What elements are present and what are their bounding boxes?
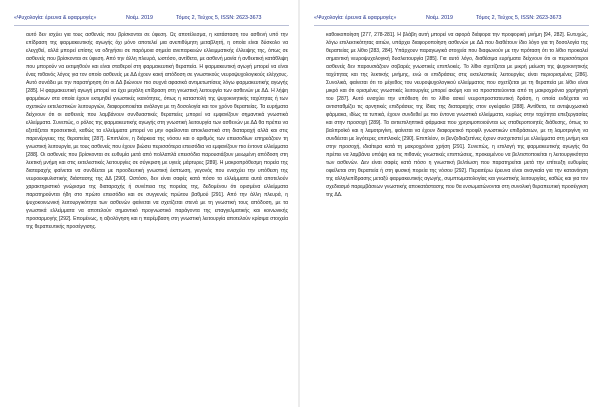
page-header (14, 15, 289, 24)
issue-date: Νοέμ. 2019 (126, 15, 153, 21)
volume-issn: Τόμος 2, Τεύχος 5, ISSN: 2623-3673 (476, 15, 562, 21)
body-text (26, 31, 288, 231)
page-gutter (298, 0, 300, 407)
journal-title: «Ψυχολογία: έρευνα & εφαρμογές» (314, 15, 397, 21)
header-divider (314, 25, 589, 26)
right-page (304, 0, 595, 407)
issue-date: Νοέμ. 2019 (426, 15, 453, 21)
volume-issn: Τόμος 2, Τεύχος 5, ISSN: 2623-3673 (176, 15, 262, 21)
left-page (4, 0, 295, 407)
paragraph: καθοικοποίηση [277, 278-281]. Η βλάβη αυτή μπορεί να αφορά διάφορα την προφορική μνήμη [94, 282]. Ευτυχώς, λόγω επιλεκτικότητας αιτιών, υπάρχει διαφοροποίηση ασθενών με ΔΔ που διαθέτουν ίδιο λόγο για τη δοσολογία της θεραπείας με λίθιο [283, 284]. Υπάρχουν παραγωγικά στοιχεία που διαφωνούν με την πρόταση ότι το λίθιο προκαλεί σημαντική νευροψυχολογική δυσλειτουργία [285]. Για αυτό λόγο, διαθέσιμα ευρήματα δείχνουν ότι οι περισσότεροι ασθενείς δεν παρουσιάζουν σοβαρές γνωστικές επιπλοκές. Το λίθιο σχετίζεται με μικρή μείωση της ψυχοκινητικής ταχύτητας και της λεκτικής μνήμης, ενώ οι επιδράσεις στις εκτελεστικές λειτουργίες είναι περιορισμένες [286]. Συνολικά, φαίνεται ότι το μέγεθος του νευροψυχολογικού ελλείμματος που σχετίζεται με τη θεραπεία με λίθιο είναι μικρό και ότι ορισμένες γνωστικές λειτουργίες μπορεί ακόμη και να προστατεύονται από τη μακροχρόνια χορήγησή του [287]. Αυτό ενισχύει την υπόθεση ότι το λίθιο ασκεί νευροπροστατευτική δράση, η οποία ενδέχεται να αντισταθμίζει τις αρνητικές επιδράσεις της ίδιας της διαταραχής στον εγκέφαλο [288]. Αντίθετα, τα αντιψυχωσικά φάρμακα, ιδίως τα τυπικά, έχουν συνδεθεί με πιο έντονα γνωστικά ελλείμματα, κυρίως στην ταχύτητα επεξεργασίας και στην προσοχή [289]. Τα αντιεπιληπτικά φάρμακα που χρησιμοποιούνται ως σταθεροποιητές διάθεσης, όπως το βαλπροϊκό και η λαμοτριγίνη, φαίνεται να έχουν διαφορετικό προφίλ γνωστικών επιδράσεων, με τη λαμοτριγίνη να συνδέεται με λιγότερες επιπλοκές [290]. Επιπλέον, οι βενζοδιαζεπίνες έχουν συσχετιστεί με ελλείμματα στη μνήμη και στην προσοχή, ιδιαίτερα κατά τη μακροχρόνια χρήση [291]. Συνεπώς, η επιλογή της φαρμακευτικής αγωγής θα πρέπει να λαμβάνει υπόψη και τις πιθανές γνωστικές επιπτώσεις, προκειμένου να βελτιστοποιείται η λειτουργικότητα των ασθενών. Δεν είναι σαφές κατά πόσο η γνωστική βελτίωση που παρατηρείται μετά την επίτευξη ευθυμίας οφείλεται στη θεραπεία ή στη φυσική πορεία της νόσου [292]. Περαιτέρω έρευνα είναι αναγκαία για την κατανόηση της αλληλεπίδρασης μεταξύ φαρμακευτικής αγωγής, συμπτωματολογίας και γνωστικής λειτουργίας, καθώς και για τον σχεδιασμό παρεμβάσεων γνωστικής αποκατάστασης που θα ενσωματώνονται στη συνολική θεραπευτική προσέγγιση της ΔΔ. (326, 32, 588, 199)
paragraph: αυτό δεν ισχύει για τους ασθενείς που βρίσκονται σε ύφεση. Ως αποτέλεσμα, η κατάσταση του ασθενή υπό την επίδραση της φαρμακευτικής αγωγής όχι μόνο αποτελεί μια ανεπιθύμητη μεταβλητή, η οποία είναι δύσκολο να ελεγχθεί, αλλά μπορεί επίσης να οδηγήσει σε παρόμοια σημεία ανεπαρκειών ελλειμματικής έλλειψης της, όπως σε ασθενείς που βρίσκονται σε ύφεση. Από την άλλη πλευρά, ωστόσο, αντίθετα, με ασθενή μανία ή ανθεκτική κατάθλιψη που μπορούν να εκτιμηθούν και είναι σταθεροί στη φαρμακευτική θεραπεία. Η φαρμακευτική αγωγή μπορεί να είναι ένας πιθανός λόγος για τον οποίο ασθενείς με ΔΔ έχουν κακή απόδοση σε γνωστικούς νευροψυχολογικούς ελέγχους. Αυτό συνάδει με την παρατήρηση ότι οι ΔΔ βιώνουν πιο συχνά αφασικά αντιμετωπίσεις λόγω φαρμακευτικής αγωγής [285]. Η φαρμακευτική αγωγή μπορεί να έχει μεγάλη επίδραση στη γνωστική λειτουργία των ασθενών με ΔΔ. Η λήψη φαρμάκων στα οποία έχουν εκτιμηθεί γνωστικές ικανότητες, όπως η καταστολή της ψυχοκινητικής ταχύτητας ή των σχετικών εκτελεστικών λειτουργιών, διαφοροποιείται ανάλογα με τη δοσολογία και τον χρόνο θεραπείας. Τα ευρήματα δείχνουν ότι οι ασθενείς που λαμβάνουν συνδυαστικές θεραπείες μπορεί να εμφανίζουν σημαντικά γνωστικά ελλείμματα. Συνεπώς, ο ρόλος της φαρμακευτικής αγωγής στη γνωστική λειτουργία των ασθενών με ΔΔ θα πρέπει να εξετάζεται προσεκτικά, καθώς τα ελλείμματα μπορεί να μην οφείλονται αποκλειστικά στη διαταραχή αλλά και στις παρενέργειες της θεραπείας [287]. Επιπλέον, η διάρκεια της νόσου και ο αριθμός των επεισοδίων επηρεάζουν τη γνωστική λειτουργία, με τους ασθενείς που έχουν βιώσει περισσότερα επεισόδια να εμφανίζουν πιο έντονα ελλείμματα [288]. Οι ασθενείς που βρίσκονται σε ευθυμία μετά από πολλαπλά επεισόδια παρουσιάζουν μειωμένη απόδοση στη λεκτική μνήμη και στις εκτελεστικές λειτουργίες σε σύγκριση με υγιείς μάρτυρες [289]. Η μακροπρόθεσμη πορεία της διαταραχής φαίνεται να συνδέεται με προοδευτική γνωστική έκπτωση, γεγονός που ενισχύει την υπόθεση της νευροεκφυλιστικής διάστασης της ΔΔ [290]. Ωστόσο, δεν είναι σαφές κατά πόσο τα ελλείμματα αυτά αποτελούν χαρακτηριστικό γνώρισμα της διαταραχής ή συνέπεια της πορείας της, δεδομένου ότι ορισμένα ελλείμματα παρατηρούνται ήδη στο πρώτο επεισόδιο και σε συγγενείς πρώτου βαθμού [291]. Από την άλλη πλευρά, η ψυχοκοινωνική λειτουργικότητα των ασθενών φαίνεται να σχετίζεται στενά με τη γνωστική τους απόδοση, με τα γνωστικά ελλείμματα να αποτελούν σημαντικό προγνωστικό παράγοντα της επαγγελματικής και κοινωνικής προσαρμογής [292]. Επομένως, η αξιολόγηση και η παρέμβαση στη γνωστική λειτουργία αποτελούν κρίσιμα στοιχεία της θεραπευτικής προσέγγισης. (26, 32, 288, 231)
page-header (314, 15, 589, 24)
body-text (326, 31, 588, 199)
journal-title: «Ψυχολογία: έρευνα & εφαρμογές» (14, 15, 97, 21)
header-divider (14, 25, 289, 26)
